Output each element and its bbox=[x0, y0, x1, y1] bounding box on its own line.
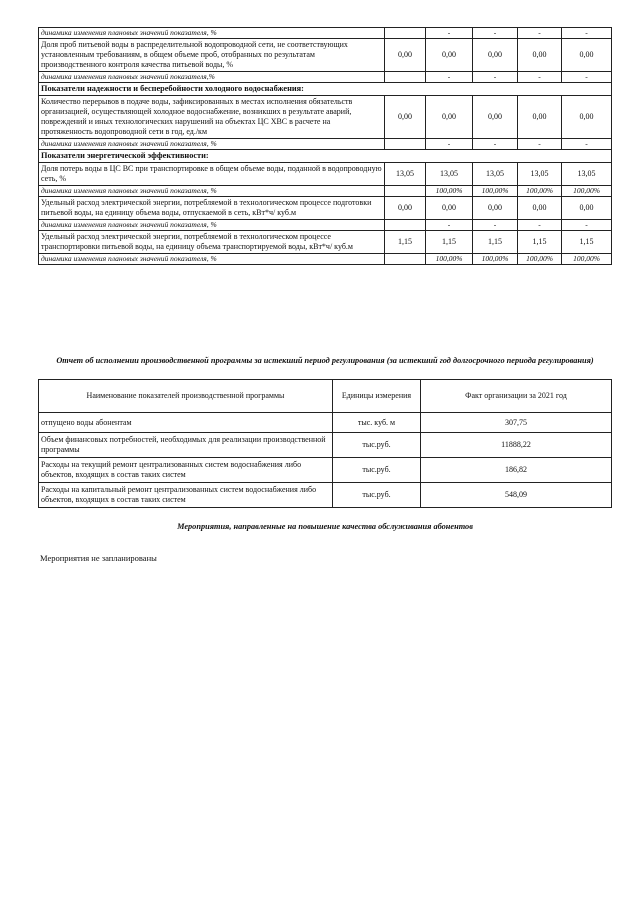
value-cell: 13,05 bbox=[518, 163, 562, 186]
section-header-row bbox=[39, 150, 612, 163]
row-name: отпущено воды абонентам bbox=[39, 413, 333, 433]
value-cell: 0,00 bbox=[426, 39, 473, 72]
table-row bbox=[39, 458, 612, 483]
section-header-row bbox=[39, 83, 612, 96]
dynamics-label: динамика изменения плановых значений показателя, % bbox=[39, 186, 385, 197]
value-cell: 1,15 bbox=[426, 231, 473, 254]
table-row bbox=[39, 483, 612, 508]
value-cell: 100,00% bbox=[426, 186, 473, 197]
value-cell: - bbox=[562, 139, 612, 150]
row-value: 11888,22 bbox=[421, 433, 612, 458]
indicator-row bbox=[39, 231, 612, 254]
value-cell: 1,15 bbox=[473, 231, 518, 254]
row-value: 548,09 bbox=[421, 483, 612, 508]
indicators-table bbox=[38, 27, 612, 265]
indicator-label: Доля проб питьевой воды в распределительной водопроводной сети, не соответствующих установленным требованиям, в общем объеме проб, отобранных по результатам производственного контроля качества питьевой воды, % bbox=[39, 39, 385, 72]
value-cell: 1,15 bbox=[562, 231, 612, 254]
dynamics-label: динамика изменения плановых значений показателя, % bbox=[39, 220, 385, 231]
indicator-row bbox=[39, 197, 612, 220]
value-cell: - bbox=[473, 72, 518, 83]
value-cell: 0,00 bbox=[473, 96, 518, 139]
section-title: Показатели надежности и бесперебойности холодного водоснабжения: bbox=[39, 83, 612, 96]
value-cell: 0,00 bbox=[426, 96, 473, 139]
value-cell: - bbox=[562, 28, 612, 39]
row-name: Объем финансовых потребностей, необходимых для реализации производственной программы bbox=[39, 433, 333, 458]
value-cell: - bbox=[426, 139, 473, 150]
dynamics-row bbox=[39, 186, 612, 197]
report-title: Отчет об исполнении производственной программы за истекший период регулирования (за истекший год долгосрочного периода регулирования) bbox=[56, 356, 594, 365]
value-cell: 0,00 bbox=[518, 197, 562, 220]
dynamics-label: динамика изменения плановых значений показателя,% bbox=[39, 72, 385, 83]
header-indicator-name: Наименование показателей производственной программы bbox=[39, 380, 333, 413]
value-cell: 0,00 bbox=[385, 96, 426, 139]
value-cell: 100,00% bbox=[562, 186, 612, 197]
value-cell: - bbox=[473, 28, 518, 39]
value-cell: 100,00% bbox=[473, 254, 518, 265]
value-cell: 100,00% bbox=[518, 186, 562, 197]
header-unit: Единицы измерения bbox=[333, 380, 421, 413]
value-cell: 0,00 bbox=[518, 39, 562, 72]
value-cell: - bbox=[518, 28, 562, 39]
section-title: Показатели энергетической эффективности: bbox=[39, 150, 612, 163]
row-name: Расходы на текущий ремонт централизованных систем водоснабжения либо объектов, входящих в состав таких систем bbox=[39, 458, 333, 483]
value-cell: - bbox=[562, 72, 612, 83]
value-cell bbox=[385, 72, 426, 83]
value-cell: - bbox=[473, 139, 518, 150]
value-cell: 100,00% bbox=[426, 254, 473, 265]
row-unit: тыс. куб. м bbox=[333, 413, 421, 433]
value-cell: 0,00 bbox=[473, 39, 518, 72]
value-cell bbox=[385, 28, 426, 39]
dynamics-label: динамика изменения плановых значений показателя, % bbox=[39, 139, 385, 150]
value-cell: - bbox=[426, 28, 473, 39]
dynamics-row bbox=[39, 28, 612, 39]
row-name: Расходы на капитальный ремонт централизованных систем водоснабжения либо объектов, входящих в состав таких систем bbox=[39, 483, 333, 508]
table-row bbox=[39, 433, 612, 458]
dynamics-label: динамика изменения плановых значений показателя, % bbox=[39, 254, 385, 265]
value-cell: 13,05 bbox=[426, 163, 473, 186]
value-cell: - bbox=[518, 139, 562, 150]
value-cell: 1,15 bbox=[385, 231, 426, 254]
indicator-label: Удельный расход электрической энергии, потребляемой в технологическом процессе транспортировки питьевой воды, на единицу объема транспортируемой воды, кВт*ч/ куб.м bbox=[39, 231, 385, 254]
value-cell: 0,00 bbox=[562, 197, 612, 220]
value-cell: - bbox=[562, 220, 612, 231]
measures-title: Мероприятия, направленные на повышение качества обслуживания абонентов bbox=[177, 522, 473, 531]
value-cell: 13,05 bbox=[473, 163, 518, 186]
value-cell: 13,05 bbox=[385, 163, 426, 186]
indicator-label: Доля потерь воды в ЦС ВС при транспортировке в общем объеме воды, поданной в водопроводную сеть, % bbox=[39, 163, 385, 186]
value-cell: - bbox=[426, 220, 473, 231]
indicator-row bbox=[39, 163, 612, 186]
value-cell: 0,00 bbox=[473, 197, 518, 220]
value-cell bbox=[385, 139, 426, 150]
value-cell: - bbox=[518, 220, 562, 231]
dynamics-row bbox=[39, 220, 612, 231]
value-cell: 0,00 bbox=[518, 96, 562, 139]
value-cell: 100,00% bbox=[473, 186, 518, 197]
row-unit: тыс.руб. bbox=[333, 433, 421, 458]
header-fact: Факт организации за 2021 год bbox=[421, 380, 612, 413]
value-cell: - bbox=[426, 72, 473, 83]
value-cell: 1,15 bbox=[518, 231, 562, 254]
dynamics-row bbox=[39, 139, 612, 150]
value-cell: 100,00% bbox=[562, 254, 612, 265]
report-header-row bbox=[39, 380, 612, 413]
row-unit: тыс.руб. bbox=[333, 483, 421, 508]
value-cell: - bbox=[473, 220, 518, 231]
dynamics-row bbox=[39, 72, 612, 83]
value-cell: 0,00 bbox=[426, 197, 473, 220]
dynamics-label: динамика изменения плановых значений показателя, % bbox=[39, 28, 385, 39]
report-table bbox=[38, 379, 612, 508]
measures-text: Мероприятия не запланированы bbox=[40, 553, 157, 563]
dynamics-row bbox=[39, 254, 612, 265]
value-cell: 100,00% bbox=[518, 254, 562, 265]
row-value: 186,82 bbox=[421, 458, 612, 483]
value-cell: 13,05 bbox=[562, 163, 612, 186]
value-cell bbox=[385, 254, 426, 265]
indicator-row bbox=[39, 96, 612, 139]
value-cell: 0,00 bbox=[562, 96, 612, 139]
value-cell bbox=[385, 220, 426, 231]
value-cell: 0,00 bbox=[562, 39, 612, 72]
indicator-row bbox=[39, 39, 612, 72]
indicator-label: Количество перерывов в подаче воды, зафиксированных в местах исполнения обязательств организацией, осуществляющей холодное водоснабжение, возникших в результате аварий, повреждений и иных технологических нарушений на объектах ЦС ХВС в расчете на протяженность водопроводной сети в год, ед./км bbox=[39, 96, 385, 139]
indicator-label: Удельный расход электрической энергии, потребляемой в технологическом процессе подготовки питьевой воды, на единицу объема воды, отпускаемой в сеть, кВт*ч/ куб.м bbox=[39, 197, 385, 220]
value-cell: - bbox=[518, 72, 562, 83]
value-cell bbox=[385, 186, 426, 197]
value-cell: 0,00 bbox=[385, 197, 426, 220]
table-row bbox=[39, 413, 612, 433]
value-cell: 0,00 bbox=[385, 39, 426, 72]
row-unit: тыс.руб. bbox=[333, 458, 421, 483]
row-value: 307,75 bbox=[421, 413, 612, 433]
